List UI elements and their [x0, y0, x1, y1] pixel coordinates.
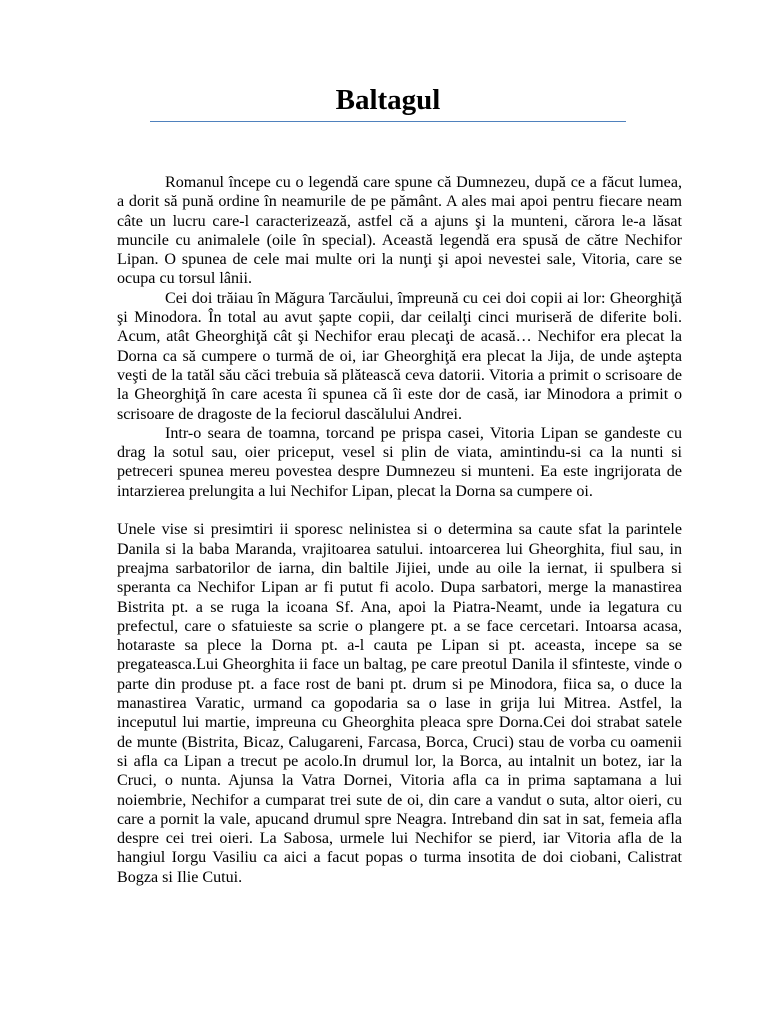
document-title: Baltagul — [335, 84, 441, 116]
paragraph-2: Cei doi trăiau în Măgura Tarcăului, împreună cu cei doi copii ai lor: Gheorghiţă şi Minodora. În total au avut şapte copii, dar ceilalţi cinci muriseră de diferite boli. Acum, atât Gheorghiţă cât şi Nechifor erau plecaţi de acasă… Nechifor era plecat la Dorna ca să cumpere o turmă de oi, iar Gheorghiţă era plecat la Jija, de unde aştepta veşti de la tatăl său căci trebuia să plătească ceva datorii. Vitoria a primit o scrisoare de la Gheorghiţă în care acesta îi spunea că îi este dor de casă, iar Minodora a primit o scrisoare de dragoste de la feciorul dascălului Andrei. — [117, 289, 682, 423]
paragraph-1: Romanul începe cu o legendă care spune că Dumnezeu, după ce a făcut lumea, a dorit să pună ordine în neamurile de pe pământ. A ales mai apoi pentru fiecare neam câte un lucru care-l caracterizează, astfel că a ajuns şi la munteni, cărora le-a lăsat muncile cu animalele (oile în special). Această legendă era spusă de către Nechifor Lipan. O spunea de cele mai multe ori la nunţi şi apoi nevestei sale, Vitoria, care se ocupa cu torsul lânii. — [117, 174, 682, 288]
title-underline — [150, 121, 626, 122]
paragraph-spacer — [117, 501, 682, 520]
paragraph-3: Intr-o seara de toamna, torcand pe prispa casei, Vitoria Lipan se gandeste cu drag la sotul sau, oier priceput, vesel si plin de viata, amintindu-si ca la nunti si petreceri spunea mereu povestea despre Dumnezeu si munteni. Ea este ingrijorata de intarzierea prelungita a lui Nechifor Lipan, plecat la Dorna sa cumpere oi. — [117, 424, 682, 500]
document-body — [117, 173, 682, 887]
paragraph-4: Unele vise si presimtiri ii sporesc nelinistea si o determina sa caute sfat la parintele Danila si la baba Maranda, vrajitoarea satului. intoarcerea lui Gheorghita, fiul sau, in preajma sarbatorilor de iarna, din baltile Jijiei, unde au oile la iernat, ii spulbera si speranta ca Nechifor Lipan ar fi putut fi acolo. Dupa sarbatori, merge la manastirea Bistrita pt. a se ruga la icoana Sf. Ana, apoi la Piatra-Neamt, unde ia legatura cu prefectul, care o sfatuieste sa scrie o plangere pt. a se face cercetari. Intoarsa acasa, hotaraste sa plece la Dorna pt. a-l cauta pe Lipan si pt. aceasta, incepe sa se pregateasca.Lui Gheorghita ii face un baltag, pe care preotul Danila il sfinteste, vinde o parte din produse pt. a face rost de bani pt. drum si pe Minodora, fiica sa, o duce la manastirea Varatic, urmand ca gopodaria sa o lase in grija lui Mitrea. Astfel, la inceputul lui martie, impreuna cu Gheorghita pleaca spre Dorna.Cei doi strabat satele de munte (Bistrita, Bicaz, Calugareni, Farcasa, Borca, Cruci) stau de vorba cu oamenii si afla ca Lipan a trecut pe acolo.In drumul lor, la Borca, au intalnit un botez, iar la Cruci, o nunta. Ajunsa la Vatra Dornei, Vitoria afla ca in prima saptamana a lui noiembrie, Nechifor a cumparat trei sute de oi, din care a vandut o suta, altor oieri, cu care a pornit la vale, apucand drumul spre Neagra. Intreband din sat in sat, femeia afla despre cei trei oieri. La Sabosa, urmele lui Nechifor se pierd, iar Vitoria afla de la hangiul Iorgu Vasiliu ca aici a facut popas o turma insotita de doi ciobani, Calistrat Bogza si Ilie Cutui. — [117, 521, 682, 886]
